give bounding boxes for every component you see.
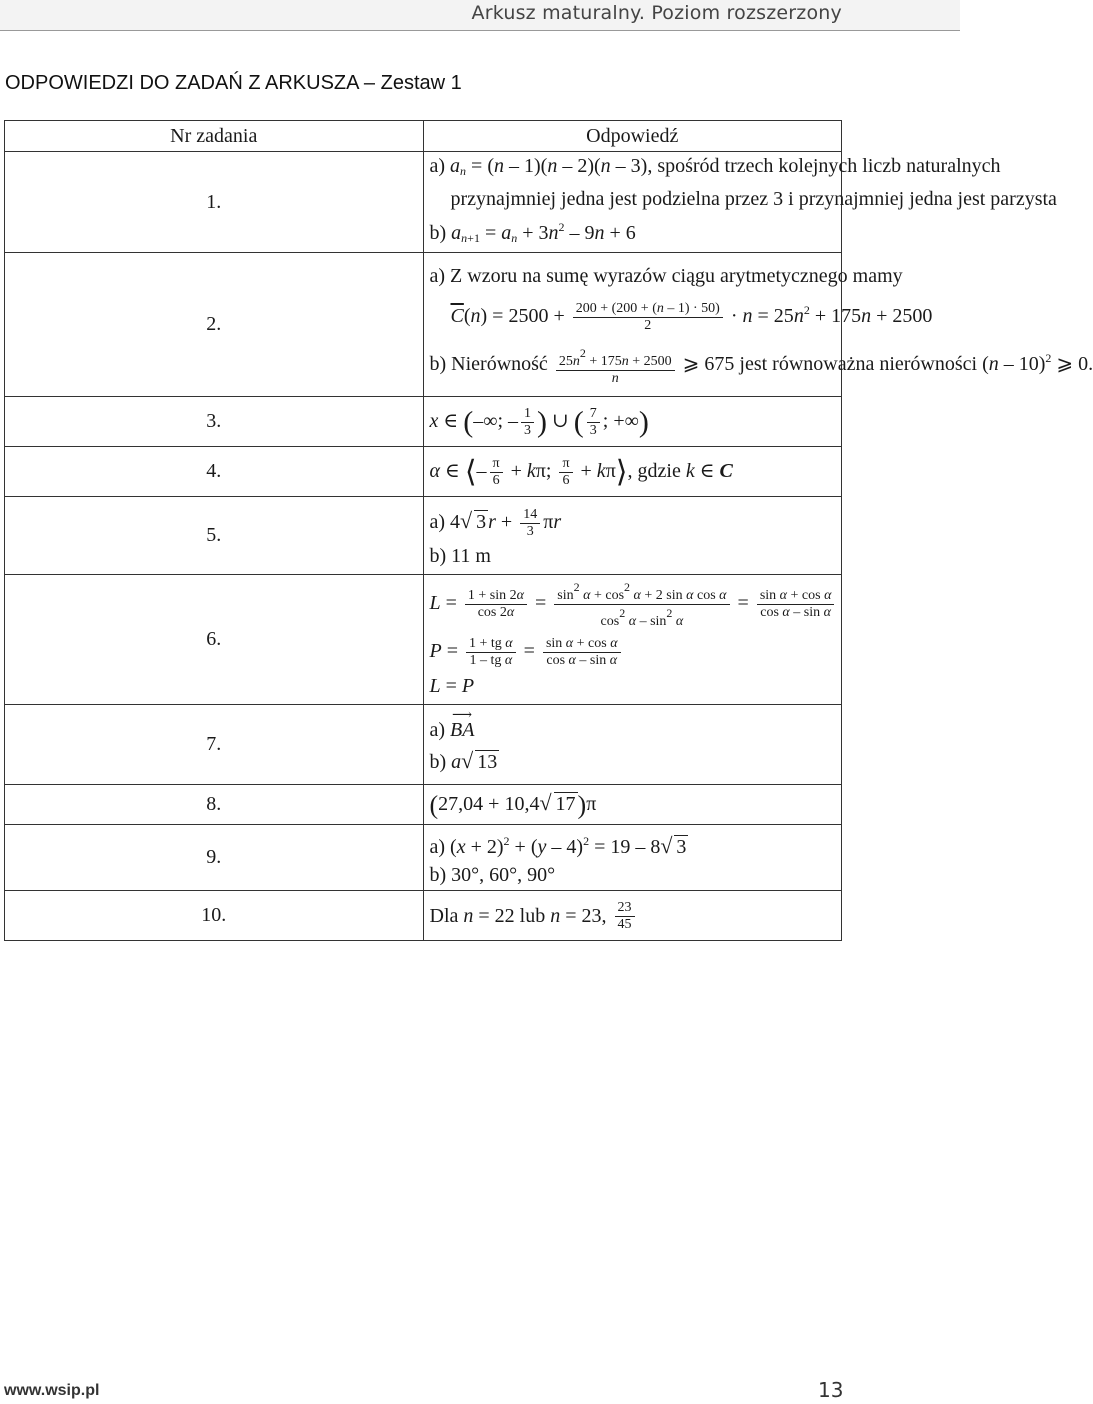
table-row bbox=[5, 253, 842, 397]
footer-link[interactable]: www.wsip.pl bbox=[4, 1382, 100, 1399]
fraction: $\frac{1}{3}$ bbox=[521, 406, 534, 439]
answer-line-7a: a) ⟶ BA bbox=[429, 708, 475, 741]
table-row bbox=[5, 891, 842, 941]
row-nr: 4. bbox=[5, 447, 424, 497]
row-answer bbox=[423, 785, 842, 825]
running-head: Arkusz maturalny. Poziom rozszerzony bbox=[471, 2, 842, 24]
col-header-nr: Nr zadania bbox=[5, 121, 424, 152]
header-rule bbox=[0, 30, 960, 31]
fraction: $\frac{\text{sin α + cos α}}{\text{cos α – sin α}}$ bbox=[543, 636, 621, 669]
fraction: $\frac{14}{3}$ bbox=[520, 507, 540, 540]
fraction: $\frac{200 + (200 + (n - 1) \cdot 50)}{2}$ bbox=[573, 301, 723, 334]
row-answer bbox=[423, 397, 842, 447]
fraction: $\frac{25n^2 + 175n + 2500}{n}$ bbox=[556, 345, 675, 387]
answer-line-7b: b) a√ 13 bbox=[429, 748, 498, 773]
answer-line-5b: b) 11 m bbox=[429, 545, 491, 567]
fraction: $\frac{\text{1 + tg α}}{\text{1 – tg α}}$ bbox=[466, 636, 516, 669]
table-row bbox=[5, 785, 842, 825]
row-nr: 1. bbox=[5, 152, 424, 253]
row-nr: 7. bbox=[5, 705, 424, 785]
answer-line-1a: a) $a_n = (n - 1)(n - 2)(n - 3)$, spośród trzech kolejnych liczb naturalnych bbox=[429, 155, 1001, 178]
table-row bbox=[5, 825, 842, 891]
fraction: $\frac{\pi}{6}$ bbox=[490, 456, 503, 489]
answer-line-8: (27,04 + 10,4√ 17)π bbox=[429, 790, 597, 820]
answer-line-2b: b) Nierówność $\frac{25n^2 + 175n + 2500}{n}$ ⩾ 675 jest równoważna nierówności (n – 10)$^2$ ⩾ 0. bbox=[429, 345, 1093, 386]
row-answer bbox=[423, 152, 1057, 253]
table-row bbox=[5, 497, 842, 575]
table-row bbox=[5, 152, 842, 253]
fraction: $\frac{23}{45}$ bbox=[615, 900, 635, 933]
row-nr: 5. bbox=[5, 497, 424, 575]
row-answer bbox=[423, 447, 842, 497]
row-nr: 8. bbox=[5, 785, 424, 825]
table-row bbox=[5, 575, 842, 705]
table-row bbox=[5, 705, 842, 785]
row-nr: 2. bbox=[5, 253, 424, 397]
row-answer bbox=[423, 575, 842, 705]
fraction: $\frac{\text{sin α + cos α}}{\text{cos α – sin α}}$ bbox=[757, 588, 835, 621]
page-title: ODPOWIEDZI DO ZADAŃ Z ARKUSZA – Zestaw 1 bbox=[5, 72, 462, 94]
answer-line-2a: a) Z wzoru na sumę wyrazów ciągu arytmetycznego mamy bbox=[429, 265, 903, 288]
table-row bbox=[5, 447, 842, 497]
fraction: $\frac{\sin^2 \alpha + \cos^2 \alpha + 2 \sin \alpha \cos \alpha}{\cos^2 \alpha - \sin^2 \alpha}$ bbox=[554, 579, 729, 630]
row-nr: 3. bbox=[5, 397, 424, 447]
answer-line-10: Dla n = 22 lub n = 23, $\frac{23}{45}$ bbox=[430, 894, 842, 938]
fraction: $\frac{\pi}{6}$ bbox=[559, 456, 572, 489]
table-header-row bbox=[5, 121, 842, 152]
answer-line-4: α ∈ ⟨– $\frac{\pi}{6}$ + kπ; $\frac{\pi}{6}$ + kπ⟩, gdzie k ∈ C bbox=[429, 455, 733, 489]
fraction: $\frac{1 + \sin 2\alpha}{\cos 2\alpha}$ bbox=[465, 588, 527, 621]
row-nr: 6. bbox=[5, 575, 424, 705]
answer-line-6-L: L = $\frac{1 + \sin 2\alpha}{\cos 2\alpha}$ = $\frac{\sin^2 \alpha + \cos^2 \alpha + 2 \sin \alpha \cos \alpha}{\cos^2 \alpha - \sin^2 \alpha}$ = $\frac{\text{sin α + cos α}}{\text{cos α – sin α}}$ bbox=[430, 579, 842, 630]
col-header-answer: Odpowiedź bbox=[423, 121, 842, 152]
row-answer bbox=[423, 825, 842, 891]
answers-table bbox=[4, 120, 1093, 941]
answer-line-9b: b) 30°, 60°, 90° bbox=[429, 863, 556, 886]
row-answer bbox=[423, 497, 842, 575]
row-nr: 10. bbox=[5, 891, 424, 941]
answer-line-1b: b) $a_{n+1} = a_n + 3n^2 - 9n + 6$ bbox=[429, 220, 636, 245]
answer-line-5a: a) 4√ 3 r + $\frac{14}{3}$ πr bbox=[429, 506, 562, 539]
answer-line-2a-formula: $\overline{C}(n) = 2500$ + $\frac{200 + (200 + (n - 1) \cdot 50)}{2}$ · $n = 25n^2 + 175n + 2500$ bbox=[450, 301, 933, 334]
answer-line-3: x ∈ (–∞; – $\frac{1}{3}$ ) ∪ ( $\frac{7}{3}$ ; +∞) bbox=[429, 405, 649, 439]
answer-line-6-P: P = $\frac{\text{1 + tg α}}{\text{1 – tg α}}$ = $\frac{\text{sin α + cos α}}{\text{cos α – sin α}}$ bbox=[430, 630, 842, 672]
page-number: 13 bbox=[818, 1378, 844, 1402]
fraction: $\frac{7}{3}$ bbox=[587, 406, 600, 439]
answer-line-9a: a) $(x + 2)^2 + (y - 4)^2 = 19 - 8√$ 3 bbox=[429, 832, 687, 858]
row-answer bbox=[423, 253, 1093, 397]
answer-line-1a-cont: przynajmniej jedna jest podzielna przez 3 i przynajmniej jedna jest parzysta bbox=[450, 188, 1057, 210]
row-answer bbox=[423, 891, 842, 941]
row-nr: 9. bbox=[5, 825, 424, 891]
row-answer bbox=[423, 705, 842, 785]
table-row bbox=[5, 397, 842, 447]
answer-line-6-eq: L = P bbox=[429, 675, 475, 697]
